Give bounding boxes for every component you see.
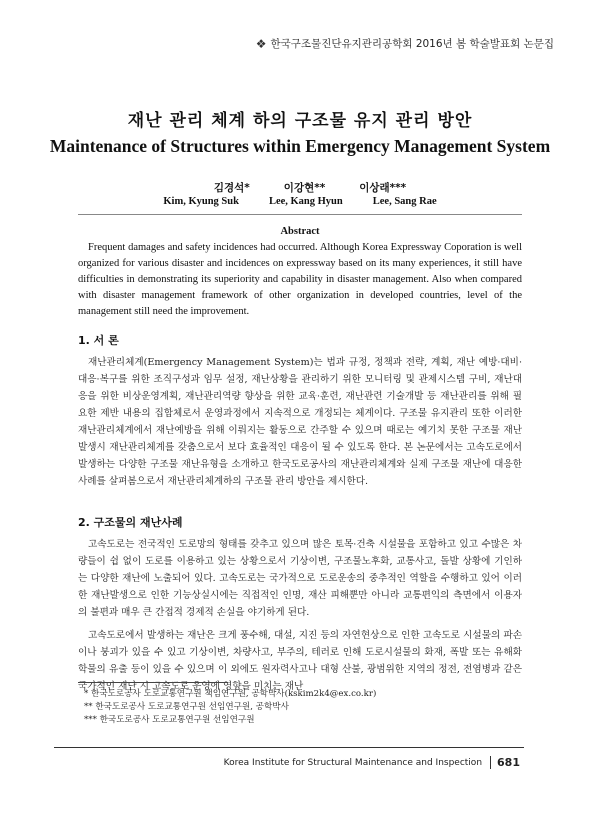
page-footer [224,756,520,769]
authors-english [0,196,600,207]
divider [78,214,522,215]
abstract-text: Frequent damages and safety incidences had occurred. Although Korea Expressway Coporation is well organized for various disaster and incidences on expressway based on its many experiences, it still have difficulties in demonstrating its superiority and capability in disaster management. Also when compared with disaster management framework of other organization in developed countries, level of the management still need the improvement. [78,242,522,317]
section-heading: 1. 서 론 [78,334,119,347]
running-header [256,36,554,51]
running-header-text: 한국구조물진단유지관리공학회 2016년 봄 학술발표회 논문집 [270,38,554,50]
footnote: *** 한국도로공사 도로교통연구원 선임연구원 [84,715,255,725]
author-ko-3: 이상래*** [359,182,407,194]
author-en-1: Kim, Kyung Suk [163,196,239,207]
paragraph: 고속도로에서 발생하는 재난은 크게 풍수해, 대설, 지진 등의 자연현상으로 인한 고속도로 시설물의 파손이나 붕괴가 있을 수 있고 기상이변, 차량사고, 부주의, 테러로 인해 도로시설물의 화재, 폭발 또는 유해화학물의 유출 등이 있을 수 있으며 이 외에도 원자력사고나 대형 산불, 광범위한 지역의 정전, 전염병과 같은 국가적인 재난 시 고속도로 운영에 영향을 미치는 재난 [78,630,522,692]
abstract-heading: Abstract [280,226,320,237]
footer-text: Korea Institute for Structural Maintenance and Inspection [223,757,483,768]
footnote: * 한국도로공사 도로교통연구원 책임연구원, 공학박사(kskim2k4@ex.co.kr) [84,689,377,699]
author-en-2: Lee, Kang Hyun [268,196,343,207]
section-introduction [78,332,522,490]
title-korean: 재난 관리 체계 하의 구조물 유지 관리 방안 [127,111,473,131]
footnotes [84,688,504,727]
authors-korean [0,180,600,195]
author-ko-1: 김경석* [213,182,250,194]
title-english: Maintenance of Structures within Emergency Management System [49,136,551,156]
paragraph: 재난관리체계(Emergency Management System)는 법과 규정, 정책과 전략, 계획, 재난 예방·대비·대응·복구를 위한 조직구성과 임무 설정, 재난상황을 관리하기 위한 모니터링 및 관제시스템 구비, 재난대응을 위한 비상운영계획, 재난관리역량 향상을 위한 교육·훈련, 재난관련 기술개발 등 재난관리를 위해 필요한 제반 내용의 집합체로서 운영과정에서 지속적으로 개정되는 체계이다. 구조물 유지관리 또한 이러한 재난관리체계에서 재난예방을 위해 이뤄지는 활동으로 간주할 수 있으며 때로는 예기치 못한 구조물 재난발생시 재난관리체계를 갖춤으로서 보다 효율적인 대응이 될 수 있도록 한다. 본 논문에서는 고속도로에서 발생하는 다양한 구조물 재난유형을 소개하고 한국도로공사의 재난관리체계와 실제 구조물 재난에 대응한 사례를 살펴봄으로서 재난관리체계하의 구조물 관리 방안을 제시한다. [78,357,522,487]
page-number: 681 [490,756,520,769]
paragraph: 고속도로는 전국적인 도로망의 형태를 갖추고 있으며 많은 토목·건축 시설물을 포함하고 있고 수많은 차량들이 쉽 없이 도로를 이용하고 있는 상황으로서 기상이변, 구조물노후화, 교통사고, 돌발 상황에 기인하는 다양한 재난에 노출되어 있다. 고속도로는 국가적으로 도로운송의 중추적인 역할을 수행하고 있어 이러한 재난발생으로 인한 기능상실시에는 직접적인 인명, 재산 피해뿐만 아니라 교통편익의 측면에서 이용자의 불편과 매우 큰 간접적 경제적 손실을 야기하게 된다. [78,539,522,618]
section-heading: 2. 구조물의 재난사례 [78,516,183,529]
diamond-bullet-icon: ❖ [255,36,267,51]
author-en-3: Lee, Sang Rae [372,196,437,207]
section-disaster-cases [78,514,522,695]
footnote: ** 한국도로공사 도로교통연구원 선임연구원, 공학박사 [84,702,289,712]
author-ko-2: 이강현** [283,182,326,194]
footnote-divider [78,682,228,683]
footer-divider [54,747,524,748]
